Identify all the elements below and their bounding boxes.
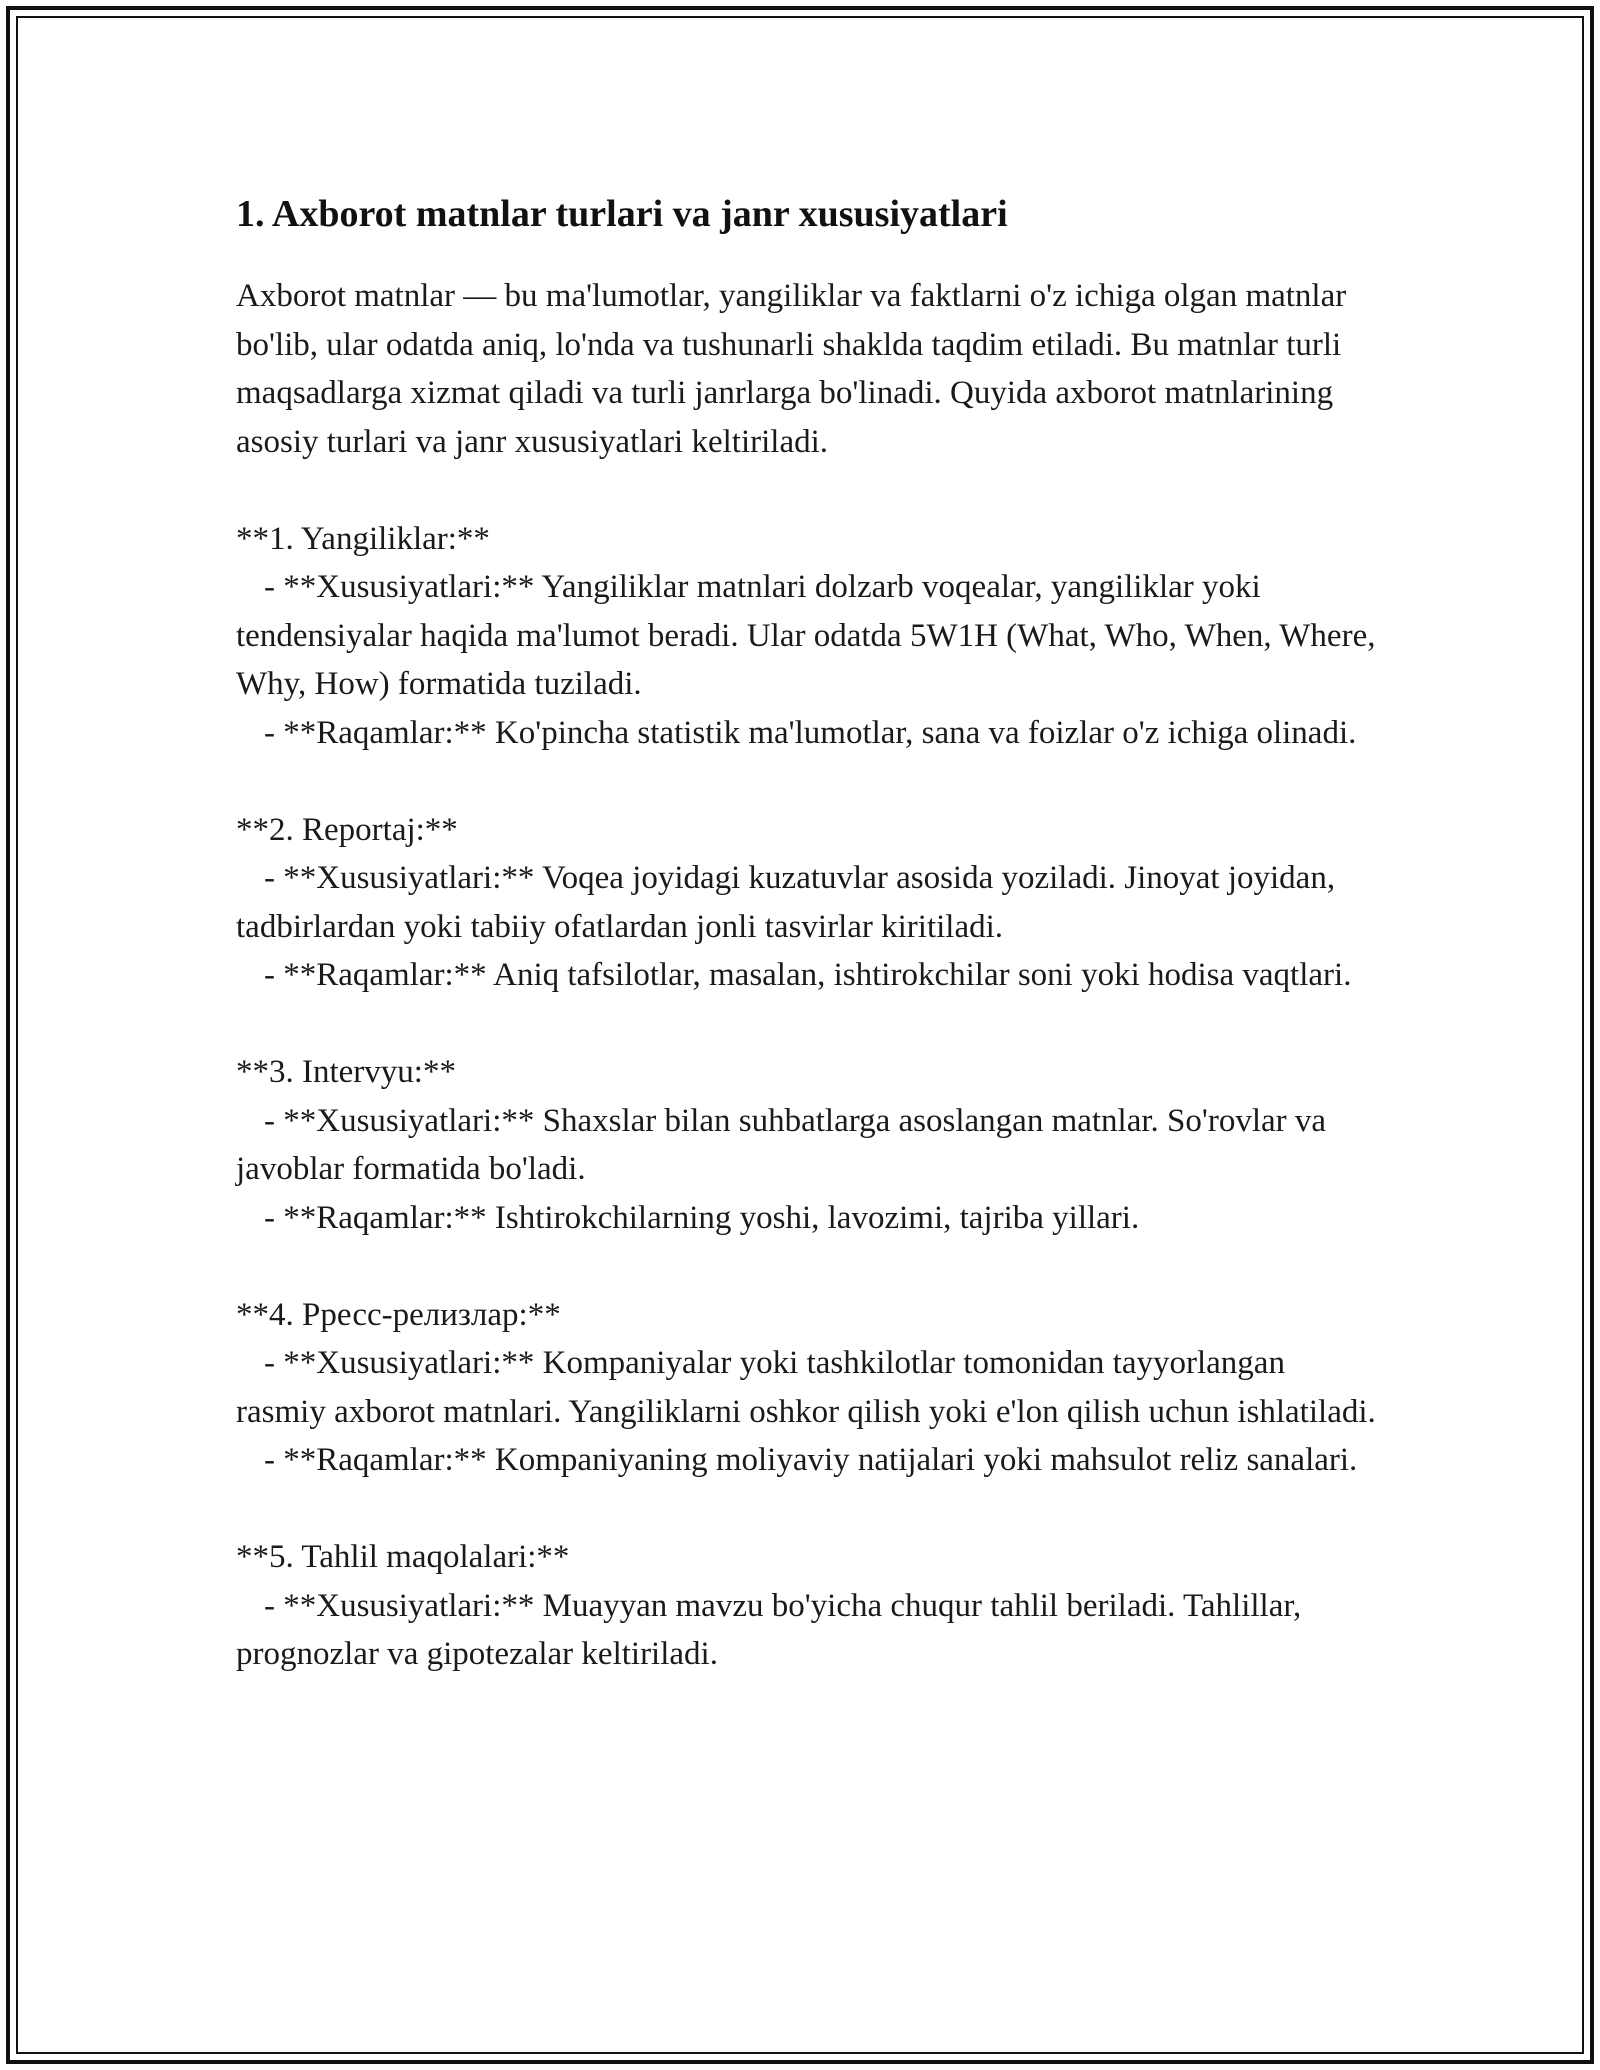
section-press-releases [236,1291,1376,1485]
section-features: - **Xususiyatlari:** Kompaniyalar yoki tashkilotlar tomonidan tayyorlangan rasmiy axborot matnlari. Yangiliklarni oshkor qilish yoki e'lon qilish uchun ishlatiladi. [236,1345,1376,1430]
section-heading: **4. Pресс-релизлар:** [236,1296,561,1333]
section-heading: **2. Reportaj:** [236,811,458,848]
section-features: - **Xususiyatlari:** Shaxslar bilan suhbatlarga asoslangan matnlar. So'rovlar va javoblar formatida bo'ladi. [236,1102,1335,1187]
section-analysis-articles [236,1533,1376,1679]
document-body [236,186,1384,1679]
section-heading: **5. Tahlil maqolalari:** [236,1539,570,1575]
section-features: - **Xususiyatlari:** Yangiliklar matnlari dolzarb voqealar, yangiliklar yoki tendensiyalar haqida ma'lumot beradi. Ular odatda 5W1H (What, Who, When, Where, Why, How) formatida tuziladi. [236,569,1384,702]
section-reportage [236,806,1376,1000]
section-heading: **1. Yangiliklar:** [236,520,490,557]
section-interview [236,1048,1376,1242]
section-numbers: - **Raqamlar:** Aniq tafsilotlar, masalan, ishtirokchilar soni yoki hodisa vaqtlari. [264,957,1352,993]
section-heading: **3. Intervyu:** [236,1054,456,1090]
intro-paragraph: Axborot matnlar — bu ma'lumotlar, yangiliklar va faktlarni o'z ichiga olgan matnlar bo'lib, ular odatda aniq, lo'nda va tushunarli shaklda taqdim etiladi. Bu matnlar turli maqsadlarga xizmat qiladi va turli janrlarga bo'linadi. Quyida axborot matnlarining asosiy turlari va janr xususiyatlari keltiriladi. [236,278,1347,460]
section-numbers: - **Raqamlar:** Ishtirokchilarning yoshi, lavozimi, tajriba yillari. [264,1199,1140,1236]
section-numbers: - **Raqamlar:** Kompaniyaning moliyaviy natijalari yoki mahsulot reliz sanalari. [264,1442,1358,1478]
section-features: - **Xususiyatlari:** Voqea joyidagi kuzatuvlar asosida yoziladi. Jinoyat joyidan, tadbirlardan yoki tabiiy ofatlardan jonli tasvirlar kiritiladi. [236,860,1344,945]
section-features: - **Xususiyatlari:** Muayyan mavzu bo'yicha chuqur tahlil beriladi. Tahlillar, prognozlar va gipotezalar keltiriladi. [236,1587,1310,1672]
section-news [236,515,1384,758]
section-numbers: - **Raqamlar:** Ko'pincha statistik ma'lumotlar, sana va foizlar o'z ichiga olinadi. [264,714,1357,751]
document-title: 1. Axborot matnlar turlari va janr xususiyatlari [236,193,1008,235]
